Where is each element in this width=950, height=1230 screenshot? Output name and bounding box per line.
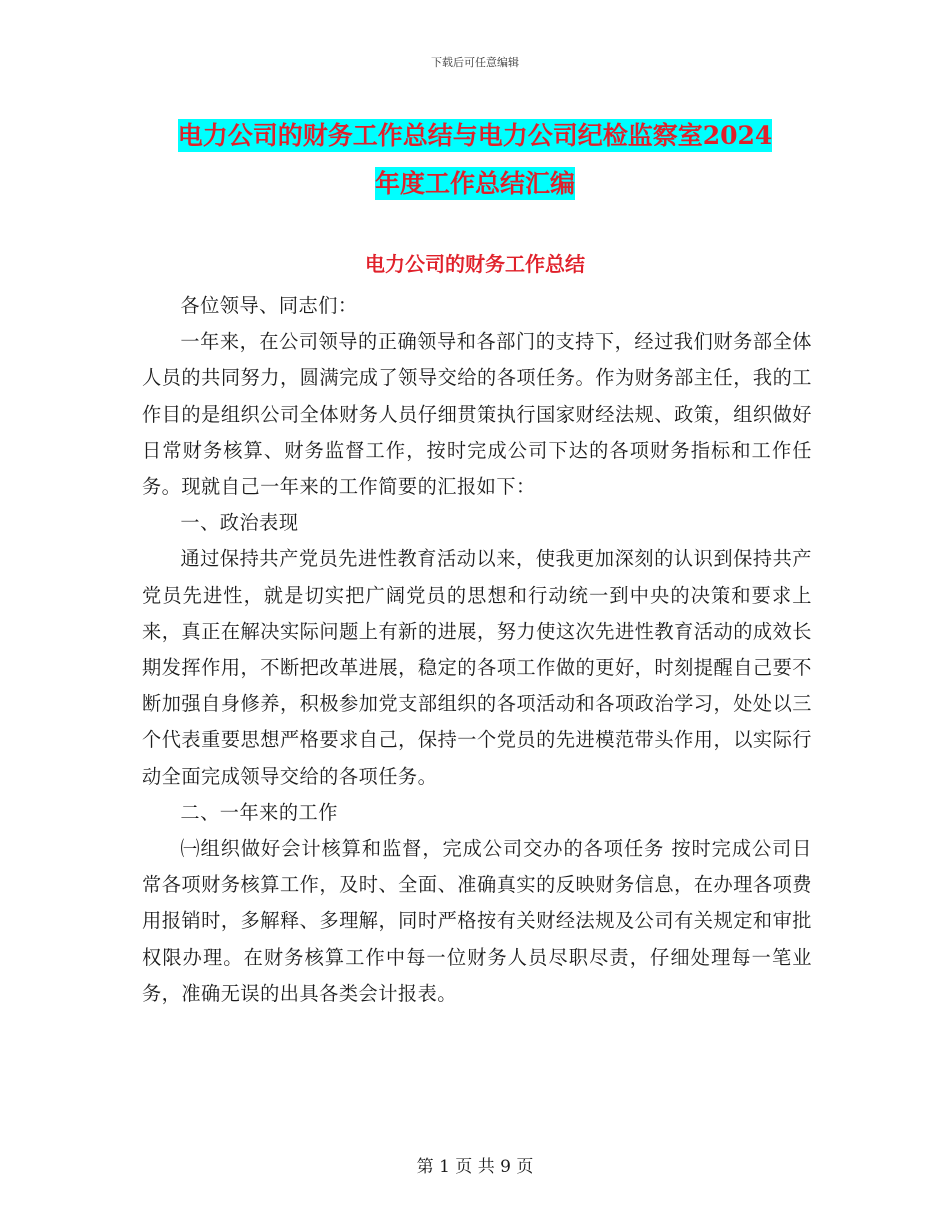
header-note: 下载后可任意编辑 xyxy=(431,56,519,69)
subheading-political: 一、政治表现 xyxy=(180,511,299,535)
subheading-work: 二、一年来的工作 xyxy=(180,800,338,824)
document-body xyxy=(142,288,812,1012)
document-title-line-2: 年度工作总结汇编 xyxy=(374,169,575,198)
body-paragraph: ㈠组织做好会计核算和监督，完成公司交办的各项任务 按时完成公司日常各项财务核算工作，及时、全面、准确真实的反映财务信息，在办理各项费用报销时，多解释、多理解，同时严格按有关财经法规及公司有关规定和审批权限办理。在财务核算工作中每一位财务人员尽职尽责，仔细处理每一笔业务，准确无误的出具各类会计报表。 xyxy=(142,837,812,1005)
salutation: 各位领导、同志们： xyxy=(180,294,358,317)
page-number: 第 1 页 共 9 页 xyxy=(416,1157,534,1177)
body-paragraph: 一年来，在公司领导的正确领导和各部门的支持下，经过我们财务部全体人员的共同努力，圆满完成了领导交给的各项任务。作为财务部主任，我的工作目的是组织公司全体财务人员仔细贯策执行国家财经法规、政策，组织做好日常财务核算、财务监督工作，按时完成公司下达的各项财务指标和工作任务。现就自己一年来的工作简要的汇报如下： xyxy=(142,330,812,499)
section-heading: 电力公司的财务工作总结 xyxy=(365,252,585,276)
document-title xyxy=(140,112,810,208)
document-title-line-1: 电力公司的财务工作总结与电力公司纪检监察室2024 xyxy=(177,121,773,150)
body-paragraph: 通过保持共产党员先进性教育活动以来，使我更加深刻的认识到保持共产党员先进性，就是切实把广阔党员的思想和行动统一到中央的决策和要求上来，真正在解决实际问题上有新的进展，努力使这次先进性教育活动的成效长期发挥作用，不断把改革进展，稳定的各项工作做的更好，时刻提醒自己要不断加强自身修养，积极参加党支部组织的各项活动和各项政治学习，处处以三个代表重要思想严格要求自己，保持一个党员的先进模范带头作用，以实际行动全面完成领导交给的各项任务。 xyxy=(142,547,812,788)
